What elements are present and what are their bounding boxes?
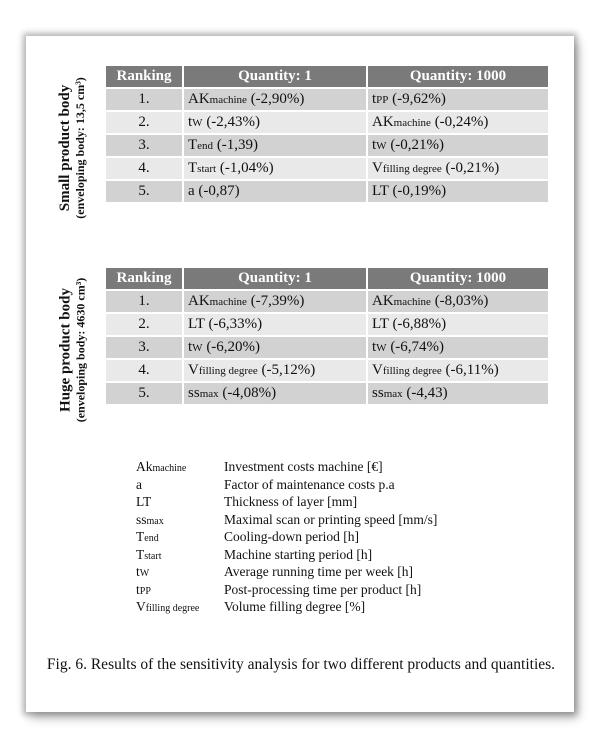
header-ranking: Ranking <box>106 268 182 289</box>
rank-cell: 2. <box>106 314 182 335</box>
legend-symbol: Tend <box>136 529 159 544</box>
small-label-line1: Small product body <box>57 84 74 212</box>
rank-cell: 4. <box>106 360 182 381</box>
table-row <box>106 360 548 381</box>
quantity-1-cell: LT (-6,33%) <box>184 314 366 335</box>
header-quantity-1: Quantity: 1 <box>184 268 366 289</box>
legend-item <box>136 512 437 530</box>
table-row <box>106 89 548 110</box>
table-row <box>106 383 548 404</box>
figure-caption: Fig. 6. Results of the sensitivity analysis for two different products and quantities. <box>46 656 556 673</box>
legend-description: Average running time per week [h] <box>224 564 414 579</box>
legend-description: Thickness of layer [mm] <box>224 494 358 509</box>
quantity-1-cell: a (-0,87) <box>184 181 366 202</box>
huge-label-line1: Huge product body <box>57 288 74 412</box>
table-row <box>106 135 548 156</box>
symbol-legend <box>136 459 437 617</box>
table-row <box>106 112 548 133</box>
legend-item <box>136 547 437 565</box>
legend-item <box>136 494 437 512</box>
quantity-1-cell: tW (-2,43%) <box>184 112 366 133</box>
rank-cell: 3. <box>106 337 182 358</box>
rank-cell: 1. <box>106 89 182 110</box>
legend-symbol: Tstart <box>136 546 162 562</box>
legend-symbol: tPP <box>136 581 151 597</box>
quantity-1000-cell: tPP (-9,62%) <box>368 89 548 110</box>
legend-item <box>136 477 437 495</box>
legend-description: Maximal scan or printing speed [mm/s] <box>224 511 438 527</box>
quantity-1-cell: AKmachine (-7,39%) <box>184 291 366 312</box>
legend-description: Factor of maintenance costs p.a <box>224 476 395 492</box>
header-ranking: Ranking <box>106 66 182 87</box>
table-row <box>106 158 548 179</box>
table-row <box>106 181 548 202</box>
quantity-1000-cell: tW (-0,21%) <box>368 135 548 156</box>
table-header-row <box>106 268 548 289</box>
legend-symbol: LT <box>136 494 152 509</box>
quantity-1000-cell: Vfilling degree (-6,11%) <box>368 360 548 381</box>
rank-cell: 4. <box>106 158 182 179</box>
rank-cell: 5. <box>106 383 182 404</box>
legend-item <box>136 582 437 600</box>
small-product-table <box>104 64 550 204</box>
table-row <box>106 314 548 335</box>
quantity-1000-cell: ssmax (-4,43) <box>368 383 548 404</box>
quantity-1000-cell: tW (-6,74%) <box>368 337 548 358</box>
quantity-1000-cell: AKmachine (-8,03%) <box>368 291 548 312</box>
quantity-1000-cell: LT (-0,19%) <box>368 181 548 202</box>
rank-cell: 2. <box>106 112 182 133</box>
huge-product-table <box>104 266 550 406</box>
quantity-1000-cell: LT (-6,88%) <box>368 314 548 335</box>
legend-item <box>136 599 437 617</box>
rank-cell: 1. <box>106 291 182 312</box>
quantity-1-cell: tW (-6,20%) <box>184 337 366 358</box>
quantity-1-cell: Tstart (-1,04%) <box>184 158 366 179</box>
legend-symbol: ssmax <box>136 511 164 527</box>
small-label-line2: (enveloping body: 13,5 cm³) <box>73 77 88 219</box>
legend-description: Post-processing time per product [h] <box>224 581 422 597</box>
header-quantity-1000: Quantity: 1000 <box>368 268 548 289</box>
huge-label-line2: (enveloping body: 4630 cm³) <box>73 277 88 423</box>
header-quantity-1: Quantity: 1 <box>184 66 366 87</box>
table-row <box>106 337 548 358</box>
legend-item <box>136 459 437 477</box>
quantity-1000-cell: Vfilling degree (-0,21%) <box>368 158 548 179</box>
table-header-row <box>106 66 548 87</box>
small-product-label <box>58 64 88 232</box>
legend-symbol: a <box>136 476 142 492</box>
legend-description: Volume filling degree [%] <box>224 599 366 614</box>
quantity-1-cell: AKmachine (-2,90%) <box>184 89 366 110</box>
quantity-1-cell: Tend (-1,39) <box>184 135 366 156</box>
legend-description: Cooling-down period [h] <box>224 529 359 544</box>
legend-description: Investment costs machine [€] <box>224 459 383 474</box>
header-quantity-1000: Quantity: 1000 <box>368 66 548 87</box>
quantity-1000-cell: AKmachine (-0,24%) <box>368 112 548 133</box>
rank-cell: 3. <box>106 135 182 156</box>
quantity-1-cell: ssmax (-4,08%) <box>184 383 366 404</box>
legend-symbol: Vfilling degree <box>136 599 200 614</box>
legend-description: Machine starting period [h] <box>224 546 373 562</box>
huge-product-label <box>58 266 88 434</box>
legend-item <box>136 564 437 582</box>
quantity-1-cell: Vfilling degree (-5,12%) <box>184 360 366 381</box>
legend-symbol: Akmachine <box>136 459 187 474</box>
table-row <box>106 291 548 312</box>
legend-symbol: tW <box>136 564 150 579</box>
legend-item <box>136 529 437 547</box>
rank-cell: 5. <box>106 181 182 202</box>
